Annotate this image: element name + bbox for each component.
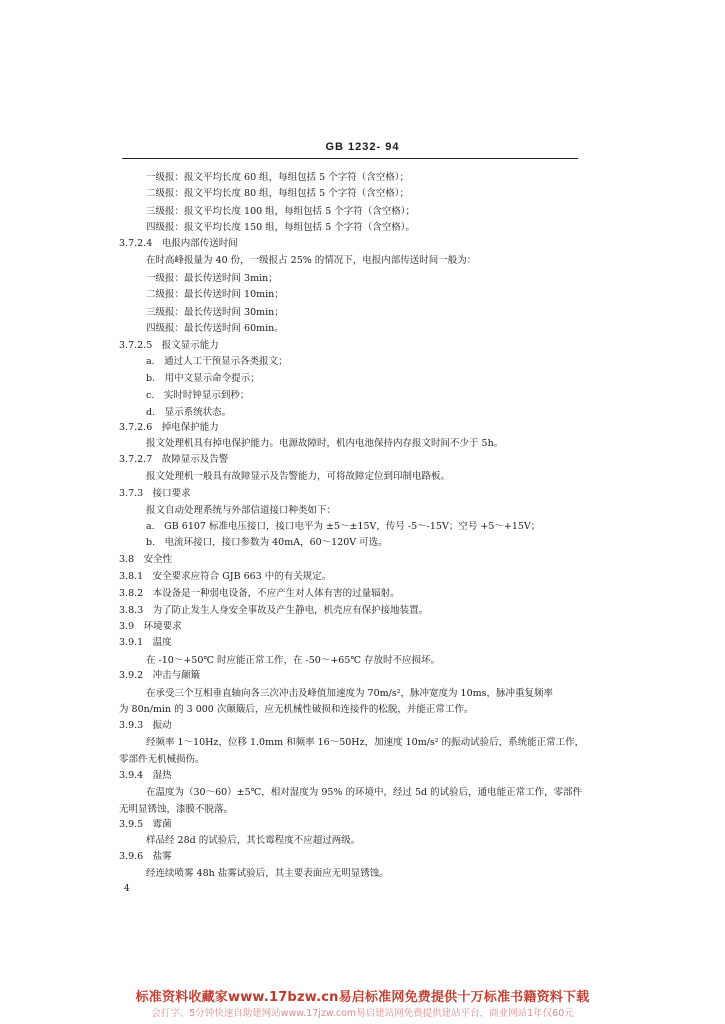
page-number: 4 [124, 884, 130, 894]
text-line: 3.7.2.6 掉电保护能力 [119, 422, 219, 433]
text-line: 为 80n/min 的 3 000 次颠簸后，应无机械性破损和连接件的松脱，并能正常工作。 [119, 704, 474, 715]
text-line: b. 用中文显示命令提示； [146, 373, 260, 384]
text-line: 3.9.3 振动 [119, 720, 172, 731]
footer-banner-line-1[interactable]: 标准资料收藏家www.17bzw.cn易启标准网免费提供十万标准书籍资料下载 [135, 990, 590, 1005]
text-line: b. 电流环接口，接口参数为 40mA，60～120V 可选。 [146, 537, 388, 548]
text-line: 在时高峰报量为 40 份，一级报占 25% 的情况下，电报内部传送时间一般为： [146, 255, 477, 266]
text-line: 3.9 环境要求 [119, 621, 182, 632]
text-line: 二级报：最长传送时间 10min； [146, 289, 284, 300]
header-rule [122, 158, 578, 159]
text-line: 在承受三个互相垂直轴向各三次冲击及峰值加速度为 70m/s²，脉冲宽度为 10ms，脉冲重复频率 [146, 688, 553, 699]
text-line: 一级报：报文平均长度 60 组，每组包括 5 个字符（含空格）； [146, 172, 409, 183]
text-line: 3.8.2 本设备是一种弱电设备，不应产生对人体有害的过量辐射。 [119, 588, 400, 599]
text-line: 3.9.2 冲击与颠簸 [119, 670, 201, 681]
text-line: d. 显示系统状态。 [146, 407, 232, 418]
text-line: 三级报：最长传送时间 30min； [146, 307, 284, 318]
text-line: 3.9.6 盐雾 [119, 851, 172, 862]
text-line: a. 通过人工干预显示各类报文； [146, 356, 288, 367]
text-line: c. 实时时钟显示到秒； [146, 390, 250, 401]
text-line: 二级报：报文平均长度 80 组，每组包括 5 个字符（含空格）； [146, 188, 409, 199]
document-header: GB 1232- 94 [325, 141, 400, 153]
text-line: 经连续喷雾 48h 盐雾试验后，其主要表面应无明显锈蚀。 [146, 868, 389, 879]
footer-banner-line-2[interactable]: 会打字、5分钟快速自助建网站www.17jzw.com易启建站网免费提供建站平台，商业网站1年仅60元 [151, 1008, 574, 1019]
text-line: 3.9.4 湿热 [119, 770, 172, 781]
text-line: 3.8.1 安全要求应符合 GJB 663 中的有关规定。 [119, 571, 332, 582]
text-line: 经频率 1～10Hz，位移 1.0mm 和频率 16～50Hz，加速度 10m/s² 的振动试验后，系统能正常工作， [146, 737, 585, 748]
text-line: 报文自动处理系统与外部信道接口种类如下： [146, 505, 337, 516]
text-line: 3.7.3 接口要求 [119, 488, 191, 499]
text-line: 在温度为（30～60）±5℃，相对湿度为 95% 的环境中，经过 5d 的试验后，通电能正常工作，零部件 [146, 787, 583, 798]
text-line: 四级报：最长传送时间 60min。 [146, 323, 284, 334]
text-line: 3.8 安全性 [119, 554, 173, 565]
text-line: 在 -10～+50℃ 时应能正常工作，在 -50～+65℃ 存放时不应损坏。 [146, 655, 441, 666]
text-line: 报文处理机具有掉电保护能力。电源故障时，机内电池保持内存报文时间不少于 5h。 [146, 438, 504, 449]
text-line: 一级报：最长传送时间 3min； [146, 273, 278, 284]
text-line: 3.7.2.5 报文显示能力 [119, 340, 219, 351]
text-line: 报文处理机一般具有故障显示及告警能力，可将故障定位到印制电路板。 [146, 471, 451, 482]
text-line: 3.9.5 霉菌 [119, 819, 172, 830]
text-line: 3.7.2.4 电报内部传送时间 [119, 238, 238, 249]
text-line: 3.9.1 温度 [119, 637, 172, 648]
text-line: 零部件无机械损伤。 [119, 754, 205, 765]
text-line: 3.8.3 为了防止发生人身安全事故及产生静电，机壳应有保护接地装置。 [119, 605, 429, 616]
text-line: a. GB 6107 标准电压接口，接口电平为 ±5～±15V，传号 -5～-15V；空号 +5～+15V； [146, 521, 541, 532]
text-line: 样品经 28d 的试验后，其长霉程度不应超过两级。 [146, 835, 361, 846]
text-line: 三级报：报文平均长度 100 组，每组包括 5 个字符（含空格）； [146, 206, 416, 217]
text-line: 无明显锈蚀，漆膜不脱落。 [119, 804, 234, 815]
text-line: 3.7.2.7 故障显示及告警 [119, 454, 229, 465]
text-line: 四级报：报文平均长度 150 组，每组包括 5 个字符（含空格）。 [146, 222, 416, 233]
